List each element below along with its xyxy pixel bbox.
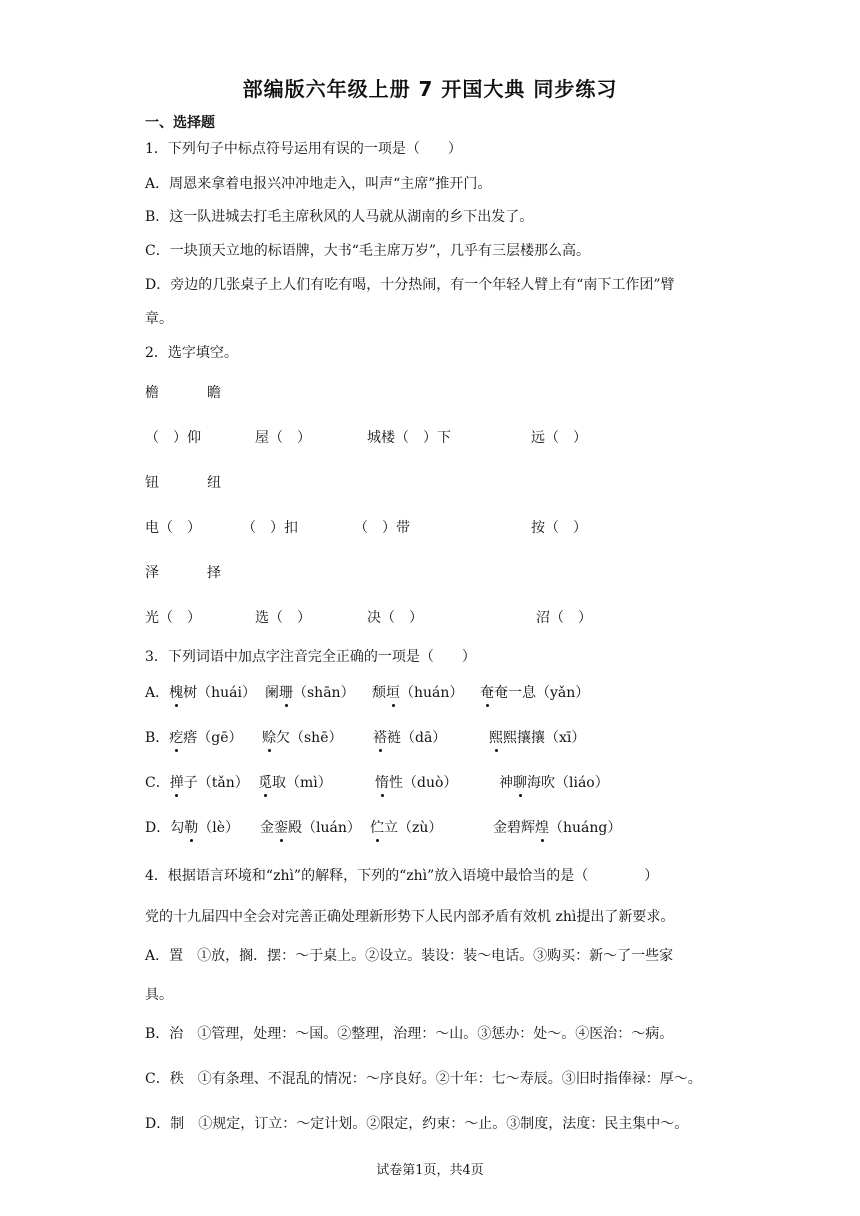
q3-option-a-word: 阑珊（shān） — [265, 685, 355, 701]
q1-option-d: D．旁边的几张桌子上人们有吃有喝，十分热闹，有一个年轻人臂上有“南下工作团”臂 — [145, 277, 675, 293]
q2-stem: 2．选字填空。 — [145, 345, 238, 361]
q2-char: 檐 — [145, 385, 159, 401]
q2-fill-item: 远（ ） — [531, 430, 587, 446]
q2-fill-item: 屋（ ） — [255, 430, 311, 446]
q2-fill-item: （ ）仰 — [145, 430, 201, 446]
q2-fill-item: （ ）扣 — [242, 520, 298, 536]
q3-option-a-word: A．槐树（huái） — [145, 685, 256, 701]
page-footer: 试卷第1页，共4页 — [376, 1163, 484, 1178]
q4-option-a-cont: 具。 — [145, 987, 173, 1003]
q2-char: 纽 — [207, 475, 221, 491]
q2-fill-item: 沼（ ） — [536, 610, 592, 626]
q2-char: 择 — [207, 565, 221, 581]
q3-option-c-word: C．掸子（tǎn） — [145, 775, 249, 791]
q1-option-b: B．这一队进城去打毛主席秋风的人马就从湖南的乡下出发了。 — [145, 209, 534, 225]
q4-stem: 4．根据语言环境和“zhì”的解释，下列的“zhì”放入语境中最恰当的是（ ） — [145, 868, 659, 884]
q2-fill-item: 按（ ） — [531, 520, 587, 536]
q2-fill-item: 电（ ） — [145, 520, 201, 536]
q3-option-a-word: 颓垣（huán） — [372, 685, 464, 701]
q3-option-b-word: 赊欠（shē） — [262, 730, 343, 746]
q2-fill-item: 城楼（ ）下 — [367, 430, 451, 446]
q3-option-d-word: D．勾勒（lè） — [145, 820, 239, 836]
page-title: 部编版六年级上册 7 开国大典 同步练习 — [242, 77, 618, 101]
q2-char: 泽 — [145, 565, 159, 581]
q4-option-b: B．治 ①管理，处理：～国。②整理，治理：～山。③惩办：处～。④医治：～病。 — [145, 1026, 674, 1042]
q4-context: 党的十九届四中全会对完善正确处理新形势下人民内部矛盾有效机 zhì提出了新要求。 — [145, 909, 675, 925]
q3-option-a-word: 奄奄一息（yǎn） — [480, 685, 590, 701]
q3-option-b-word: B．疙瘩（gē） — [145, 730, 243, 746]
q3-stem: 3．下列词语中加点字注音完全正确的一项是（ ） — [145, 649, 476, 665]
q1-option-a: A．周恩来拿着电报兴冲冲地走入，叫声“主席”推开门。 — [145, 176, 492, 192]
q1-stem: 1．下列句子中标点符号运用有误的一项是（ ） — [145, 141, 462, 157]
q3-option-d-word: 伫立（zù） — [370, 820, 443, 836]
q3-option-c-word: 神聊海吹（liáo） — [499, 775, 609, 791]
q2-fill-item: 选（ ） — [255, 610, 311, 626]
q4-option-c: C．秩 ①有条理、不混乱的情况：～序良好。②十年：七～寿辰。③旧时指俸禄：厚～。 — [145, 1071, 702, 1087]
q3-option-d-word: 金銮殿（luán） — [260, 820, 361, 836]
q2-fill-item: 光（ ） — [145, 610, 201, 626]
q1-option-c: C．一块顶天立地的标语牌，大书“毛主席万岁”，几乎有三层楼那么高。 — [145, 243, 591, 259]
q3-option-b-word: 褡裢（dā） — [373, 730, 447, 746]
q3-option-d-word: 金碧辉煌（huáng） — [493, 820, 622, 836]
q4-option-d: D．制 ①规定，订立：～定计划。②限定，约束：～止。③制度，法度：民主集中～。 — [145, 1116, 689, 1132]
q2-fill-item: 决（ ） — [367, 610, 423, 626]
q3-option-b-word: 熙熙攘攘（xī） — [489, 730, 586, 746]
q2-char: 钮 — [145, 475, 159, 491]
q3-option-c-word: 觅取（mì） — [258, 775, 332, 791]
q3-option-c-word: 惰性（duò） — [375, 775, 458, 791]
section-heading: 一、选择题 — [145, 115, 215, 131]
q2-char: 瞻 — [207, 385, 221, 401]
q1-option-d-cont: 章。 — [145, 311, 173, 327]
q2-fill-item: （ ）带 — [354, 520, 410, 536]
q4-option-a: A．置 ①放，搁．摆：～于桌上。②设立。装设：装～电话。③购买：新～了一些家 — [145, 948, 674, 964]
